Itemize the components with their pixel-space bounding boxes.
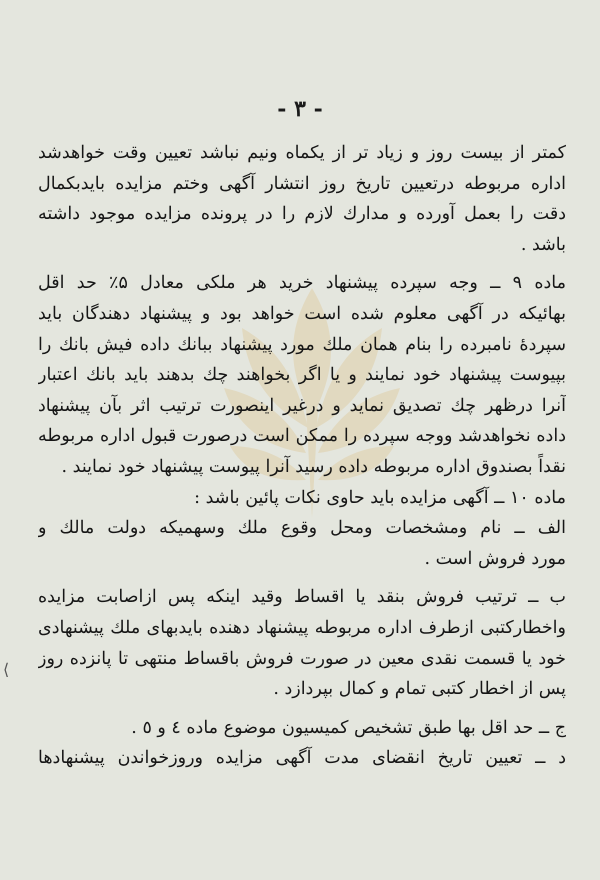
text-line: ماده ۹ ــ وجه سپرده پیشنهاد خرید هر ملکی معادل ۵٪ حد اقل (38, 273, 566, 294)
text-line: د ــ تعیین تاریخ انقضای مدت آگهی مزایده وروزخواندن پیشنهادها (38, 748, 566, 769)
text-line: آنرا درظهر چك تصدیق نماید و درغیر اینصورت ترتیب اثر بآن پیشنهاد (38, 395, 566, 416)
margin-mark: ⟨ (3, 660, 10, 679)
text-line: اداره مربوطه درتعیین تاریخ روز انتشار آگهی وختم مزایده بایدبکمال (38, 173, 566, 194)
text-line: خود یا قسمت نقدی معین در صورت فروش باقساط منتهی تا پانزده روز (38, 648, 566, 669)
document-body (38, 138, 566, 774)
text-line: بپیوست پیشنهاد خود نمایند و یا اگر بخواهند چك بدهند باید بانك اعتبار (38, 365, 566, 386)
text-line: نقداً بصندوق اداره مربوطه داده رسید آنرا پیوست پیشنهاد خود نمایند . (61, 456, 566, 477)
text-line: واخطارکتبی ازطرف اداره مربوطه پیشنهاد دهنده بایدبهای ملك پیشنهادی (38, 617, 566, 638)
text-line: مورد فروش است . (424, 548, 566, 569)
text-line: ماده ۱۰ ــ آگهی مزایده باید حاوی نکات پائین باشد : (194, 487, 566, 508)
text-line: داده نخواهدشد ووجه سپرده را ممکن است درصورت قبول اداره مربوطه (38, 426, 566, 447)
text-line: کمتر از بیست روز و زیاد تر از یکماه ونیم نباشد تعیین وقت خواهدشد (38, 143, 566, 163)
text-line: ب ــ ترتیب فروش بنقد یا اقساط وقید اینکه پس ازاصابت مزایده (38, 587, 566, 608)
paragraph-item-jim (38, 713, 566, 744)
paragraph-item-dal (38, 743, 566, 774)
paragraph-article-9 (38, 268, 566, 482)
text-line: پس از اخطار کتبی تمام و کمال بپردازد . (273, 679, 566, 700)
text-line: الف ــ نام ومشخصات ومحل وقوع ملك وسهمیکه دولت مالك و (38, 518, 566, 539)
paragraph-item-be (38, 582, 566, 704)
paragraph-article-10 (38, 483, 566, 514)
text-line: دقت را بعمل آورده و مدارك لازم را در پرونده مزایده موجود داشته (38, 204, 566, 225)
text-line: باشد . (520, 234, 566, 255)
paragraph-intro (38, 138, 566, 260)
paragraph-item-alef (38, 513, 566, 574)
page-number: - ٣ - (277, 96, 323, 122)
text-line: سپردهٔ نامبرده را بنام همان ملك مورد پیشنهاد ببانك داده فیش بانك را (38, 334, 566, 355)
text-line: ج ــ حد اقل بها طبق تشخیص کمیسیون موضوع ماده ٤ و ٥ . (131, 717, 566, 738)
text-line: بهائیکه در آگهی معلوم شده است خواهد بود و پیشنهاد دهندگان باید (38, 303, 566, 324)
